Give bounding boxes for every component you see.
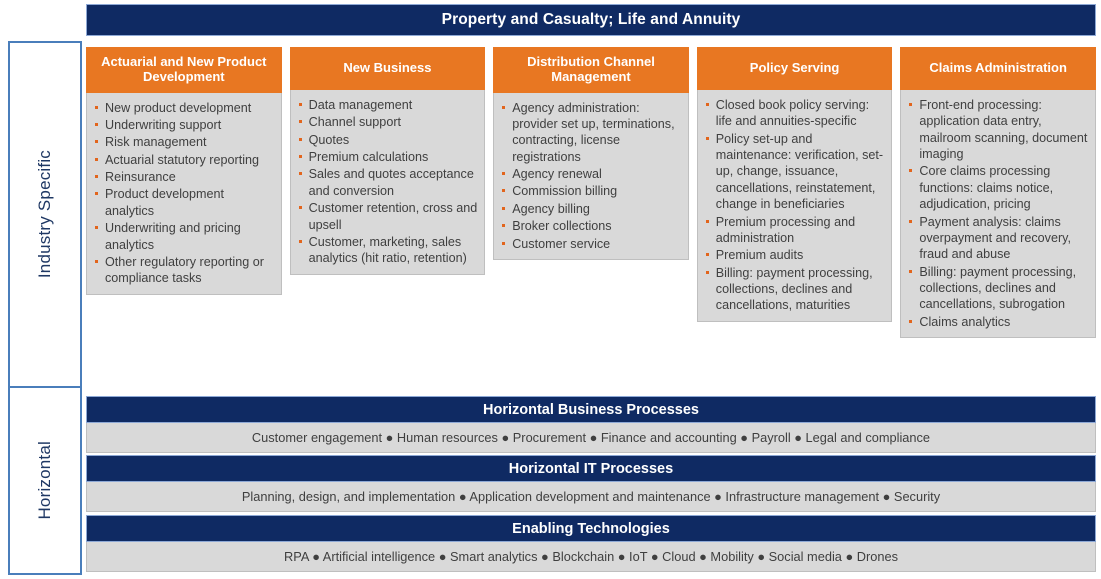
left-rail [8, 41, 82, 575]
column-body-4 [697, 90, 893, 322]
column-list-2 [297, 97, 479, 267]
column-distribution-channel-management [493, 47, 689, 387]
column-header-5: Claims Administration [900, 47, 1096, 90]
top-banner-title: Property and Casualty; Life and Annuity [441, 11, 741, 28]
list-item: Billing: payment processing, collections, declines and cancellations, subrogation [907, 264, 1089, 313]
column-list-1 [93, 100, 275, 287]
list-item: Billing: payment processing, collections, declines and cancellations, maturities [704, 265, 886, 314]
list-item: Agency renewal [500, 166, 682, 182]
list-item: Front-end processing: application data entry, mailroom scanning, document imaging [907, 97, 1089, 162]
list-item: Policy set-up and maintenance: verification, set-up, change, issuance, cancellations, reinstatement, change in beneficiaries [704, 131, 886, 213]
column-actuarial-and-new-product-development [86, 47, 282, 387]
diagram-main [86, 4, 1096, 575]
rail-label-industry-specific [8, 41, 82, 388]
list-item: Sales and quotes acceptance and conversion [297, 166, 479, 199]
rail-label-industry-specific-text: Industry Specific [35, 150, 54, 279]
column-claims-administration [900, 47, 1096, 387]
column-header-2: New Business [290, 47, 486, 90]
column-policy-serving [697, 47, 893, 387]
list-item: New product development [93, 100, 275, 116]
list-item: Quotes [297, 132, 479, 148]
list-item: Closed book policy serving: life and annuities-specific [704, 97, 886, 130]
list-item: Customer service [500, 236, 682, 252]
list-item: Claims analytics [907, 314, 1089, 330]
list-item: Data management [297, 97, 479, 113]
column-body-2 [290, 90, 486, 275]
column-body-5 [900, 90, 1096, 338]
column-list-4 [704, 97, 886, 314]
horizontal-section-items-3: RPA ● Artificial intelligence ● Smart analytics ● Blockchain ● IoT ● Cloud ● Mobility ● Social media ● Drones [86, 542, 1096, 572]
column-body-3 [493, 93, 689, 260]
industry-specific-columns [86, 47, 1096, 387]
horizontal-section-it-processes [86, 455, 1096, 512]
list-item: Channel support [297, 114, 479, 130]
column-body-1 [86, 93, 282, 295]
list-item: Actuarial statutory reporting [93, 152, 275, 168]
list-item: Other regulatory reporting or compliance tasks [93, 254, 275, 287]
horizontal-section-business-processes [86, 396, 1096, 453]
list-item: Customer, marketing, sales analytics (hit ratio, retention) [297, 234, 479, 267]
rail-label-horizontal [8, 388, 82, 575]
column-header-1: Actuarial and New Product Development [86, 47, 282, 93]
list-item: Underwriting support [93, 117, 275, 133]
list-item: Commission billing [500, 183, 682, 199]
column-list-5 [907, 97, 1089, 330]
list-item: Customer retention, cross and upsell [297, 200, 479, 233]
horizontal-section-items-1: Customer engagement ● Human resources ● Procurement ● Finance and accounting ● Payroll ● Legal and compliance [86, 423, 1096, 453]
list-item: Premium calculations [297, 149, 479, 165]
list-item: Reinsurance [93, 169, 275, 185]
column-header-3: Distribution Channel Management [493, 47, 689, 93]
list-item: Premium audits [704, 247, 886, 263]
horizontal-section-items-2: Planning, design, and implementation ● Application development and maintenance ● Infrastructure management ● Security [86, 482, 1096, 512]
list-item: Premium processing and administration [704, 214, 886, 247]
top-banner [86, 4, 1096, 36]
list-item: Payment analysis: claims overpayment and recovery, fraud and abuse [907, 214, 1089, 263]
list-item: Product development analytics [93, 186, 275, 219]
rail-label-horizontal-text: Horizontal [35, 441, 54, 520]
horizontal-section-enabling-technologies [86, 515, 1096, 572]
horizontal-section-title-2: Horizontal IT Processes [86, 455, 1096, 482]
horizontal-section-title-3: Enabling Technologies [86, 515, 1096, 542]
list-item: Risk management [93, 134, 275, 150]
list-item: Agency billing [500, 201, 682, 217]
horizontal-section-title-1: Horizontal Business Processes [86, 396, 1096, 423]
column-list-3 [500, 100, 682, 252]
list-item: Core claims processing functions: claims notice, adjudication, pricing [907, 163, 1089, 212]
column-header-4: Policy Serving [697, 47, 893, 90]
list-item: Underwriting and pricing analytics [93, 220, 275, 253]
column-new-business [290, 47, 486, 387]
list-item: Agency administration: provider set up, terminations, contracting, license registrations [500, 100, 682, 165]
list-item: Broker collections [500, 218, 682, 234]
